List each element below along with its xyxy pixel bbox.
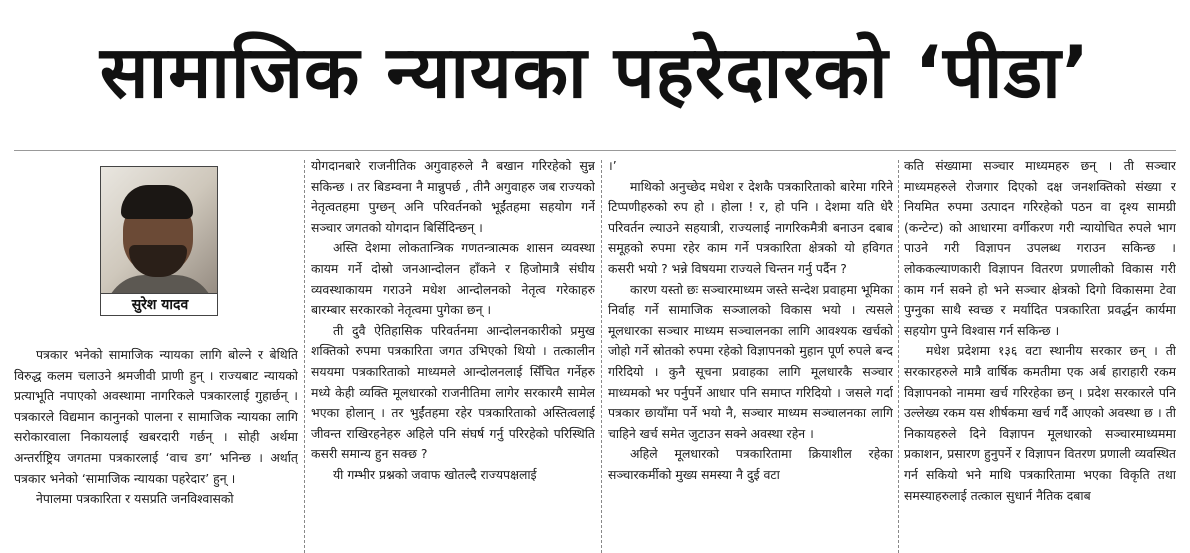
author-name: सुरेश यादव (101, 293, 218, 315)
column-divider (601, 160, 602, 553)
article-column-3 (608, 156, 893, 553)
article-column-1 (14, 345, 298, 553)
column-divider (898, 160, 899, 553)
column-divider (304, 160, 305, 553)
headline: सामाजिक न्यायका पहरेदारको ‘पीडा’ (99, 30, 1091, 114)
paragraph: कति संख्यामा सञ्चार माध्यमहरु छन् । ती सञ्चार माध्यमहरुले रोजगार दिएको दक्ष जनशक्तिको संख्या र नियमित रुपमा उत्पादन गरिरहेको पठन वा दृश्य सामग्री (कन्टेन्ट) को आधारमा वर्गीकरण गरी न्यायोचित रुपले भाग पाउने गरी विज्ञापन उपलब्ध गराउन सकिन्छ । लोककल्याणकारी विज्ञापन वितरण प्रणालीको विकास गरी काम गर्न सक्ने हो भने सञ्चार क्षेत्रको दिगो विकासमा टेवा पुग्नुका साथै स्वच्छ र मर्यादित पत्रकारिता प्रवर्द्धन कार्यमा सहयोग पुग्ने विश्वास गर्न सकिन्छ । (904, 158, 1176, 338)
paragraph: अस्ति देशमा लोकतान्त्रिक गणतन्त्रात्मक शासन व्यवस्था कायम गर्ने दोस्रो जनआन्दोलन हाँकने र हिजोमात्रै संघीय व्यवस्थाकायम गराउने मधेश आन्दोलनको नेतृत्व गरेकाहरु बारम्बार सरकारको नेतृत्वमा पुगेका छन् । (311, 240, 595, 318)
paragraph: मधेश प्रदेशमा १३६ वटा स्थानीय सरकार छन् । ती सरकारहरुले मात्रै वार्षिक कमतीमा एक अर्ब हाराहारी रकम विज्ञापनको नाममा खर्च गरिरहेका छन् । प्रदेश सरकारले पनि उल्लेख्य रकम यस शीर्षकमा खर्च गर्दै आएको अवस्था छ । ती निकायहरुले दिने विज्ञापन मूलधारको सञ्चारमाध्यममा प्रकाशन, प्रसारण हुनुपर्ने र विज्ञापन वितरण प्रणाली व्यवस्थित गर्न सकियो भने माथि पत्रकारितामा भएका विकृति तथा समस्याहरुलाई तत्काल सुधार्न नैतिक दबाब (904, 343, 1176, 503)
paragraph: यी गम्भीर प्रश्नको जवाफ खोतल्दै राज्यपक्षलाई (333, 466, 537, 482)
paragraph: कारण यस्तो छः सञ्चारमाध्यम जस्ते सन्देश प्रवाहमा भूमिका निर्वाह गर्ने सामाजिक सञ्जालको विकास भयो । त्यसले मूलधारका सञ्चार माध्यम सञ्चालनका लागि आवश्यक खर्चको जोहो गर्ने स्रोतको रुपमा रहेको विज्ञापनको मुहान पूर्ण रुपले बन्द गरिदियो । कुनै सूचना प्रवाहका लागि मूलधारकै सञ्चार माध्यमको भर पर्नुपर्ने आधार पनि समाप्त गरिदियो । जसले गर्दा पत्रकार छायाँमा पर्ने भयो नै, सञ्चार माध्यम सञ्चालनका लागि चाहिने खर्च समेत जुटाउन सक्ने अवस्था रहेन । (608, 281, 893, 441)
headline-rule (14, 150, 1176, 151)
paragraph: अहिले मूलधारको पत्रकारितामा क्रियाशील रहेका सञ्चारकर्मीको मुख्य समस्या नै दुई वटा (608, 446, 893, 482)
paragraph: योगदानबारे राजनीतिक अगुवाहरुले नै बखान गरिरहेको सुन्न सकिन्छ । तर बिडम्वना नै मान्नुपर्छ , तीनै अगुवाहरु जब राज्यको नेतृत्वतहमा पुग्छन् अनि परिवर्तनको भूईंतहमा सहयोग गर्ने सञ्चार जगतको योगदान बिर्सिदिन्छन् । (311, 158, 595, 235)
paragraph: पत्रकार भनेको सामाजिक न्यायका लागि बोल्ने र बेथिति विरुद्ध कलम चलाउने श्रमजीवी प्राणी हुन् । राज्यबाट न्यायको प्रत्याभूति नपाएको अवस्थामा नागरिकले पत्रकारलाई गुहार्छन् । पत्रकारले विद्यमान कानुनको पालना र सामाजिक न्यायका लागि सरोकारवाला निकायलाई खबरदारी गर्छन् । सोही अर्थमा अन्तर्राष्ट्रिय जगतमा पत्रकारलाई ‘वाच डग’ भनिन्छ । अर्थात् पत्रकार भनेको ‘सामाजिक न्यायका पहरेदार’ हुन् । (14, 347, 298, 486)
paragraph: ती दुवै ऐतिहासिक परिवर्तनमा आन्दोलनकारीको प्रमुख शक्तिको रुपमा पत्रकारिता जगत उभिएको थियो । तत्कालीन सययमा पत्रकारिताको माध्यमले आन्दोलनलाई सिँचित गर्नेहरु मध्ये केही व्यक्ति मूलधारको राजनीतिमा लागेर सरकारमै सामेल भएका होलान् । तर भुईंतहमा रहेर पत्रकारिताको अस्तित्वलाई जीवन्त राखिरहनेहरु अहिले पनि संघर्ष गर्नु परिरहेको परिस्थिति कसरी समान्य हुन सक्छ ? (311, 322, 595, 462)
paragraph: माथिको अनुच्छेद मधेश र देशकै पत्रकारिताको बारेमा गरिने टिप्पणीहरुको रुप हो । होला ! र, हो पनि । देशमा यति धेरै परिवर्तन ल्याउने सहयात्री, राज्यलाई नागरिकमैत्री बनाउन दबाब समूहको रुपमा रहेर काम गर्ने पत्रकारिता क्षेत्रको यो हविगत कसरी भयो ? भन्ने विषयमा राज्यले चिन्तन गर्नु पर्दैन ? (608, 178, 893, 276)
paragraph: नेपालमा पत्रकारिता र यसप्रति जनविश्वासको (36, 491, 234, 507)
author-photo (100, 166, 218, 316)
article-column-4 (904, 156, 1176, 553)
article-column-2 (311, 156, 595, 553)
paragraph: ।’ (608, 158, 617, 173)
